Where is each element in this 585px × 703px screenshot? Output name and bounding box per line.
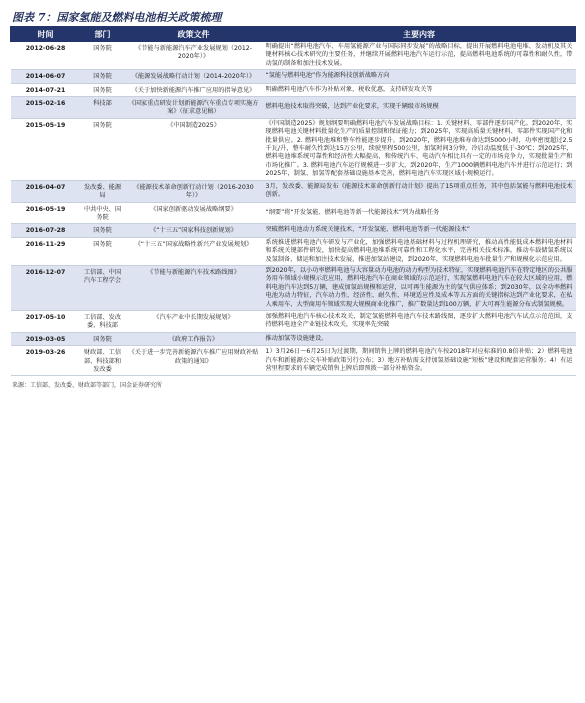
row-content: 突破燃料电池动力系统关键技术，“开发氢能、燃料电池等新一代能源技术” (263, 224, 576, 237)
table-row (11, 332, 576, 345)
row-content: 加强燃料电池汽车核心技术攻关，制定氢能燃料电池汽车技术路线图，逐步扩大燃料电池汽车试点示范范围，支持燃料电池全产业链技术攻关，实现率先突破 (263, 310, 576, 332)
row-dept: 国务院 (81, 83, 125, 96)
table-row (11, 202, 576, 224)
row-content: 明确提出“燃料电池汽车、车用氢能源产业与国际同步发展”的战略目标，提出开展燃料电池电堆、发动机及其关键材料核心技术研究的主要任务，并继续开展燃料电池汽车运行示范，提高燃料电池系统的可靠性和耐久性，带动氢的制备和加注技术发展。 (263, 42, 576, 70)
row-date: 2019-03-05 (11, 332, 81, 345)
header-date: 时间 (11, 27, 81, 42)
header-doc: 政策文件 (125, 27, 263, 42)
row-dept: 国务院 (81, 118, 125, 180)
row-date: 2014-07-21 (11, 83, 81, 96)
row-doc: 《关于进一步完善新能源汽车推广应用财政补贴政策的通知》 (125, 346, 263, 376)
row-dept: 科技部 (81, 97, 125, 119)
table-body (11, 42, 576, 376)
row-dept: 国务院 (81, 224, 125, 237)
table-row (11, 83, 576, 96)
row-doc: 《“十三五”国家战略性新兴产业发展规划》 (125, 237, 263, 265)
row-doc: 《节能与新能源汽车产业发展规划（2012-2020年）》 (125, 42, 263, 70)
row-content: 1）3月26日～6月25日为过渡期，期间销售上牌的燃料电池汽车按2018年对应标准的0.8倍补贴；2）燃料电池汽车和新能源公交车补贴政策另行公布；3）地方补贴需支持加氢基础设施“短板”建设和配套运营服务；4）有运营里程要求的车辆完成销售上牌后即预拨一部分补贴资金。 (263, 346, 576, 376)
row-doc: 《“十三五”国家科技创新规划》 (125, 224, 263, 237)
table-header-row (11, 27, 576, 42)
table-row (11, 42, 576, 70)
row-date: 2015-02-16 (11, 97, 81, 119)
row-date: 2016-07-28 (11, 224, 81, 237)
row-content: 明确燃料电池汽车作为补贴对象，税收优惠，支持研发攻关等 (263, 83, 576, 96)
source-note: 来源：工信部、发改委、财政部等部门，国金证券研究所 (12, 382, 163, 390)
row-dept: 国务院 (81, 332, 125, 345)
row-doc: 《政府工作报告》 (125, 332, 263, 345)
table-row (11, 180, 576, 202)
row-doc: 《关于加快新能源汽车推广应用的指导意见》 (125, 83, 263, 96)
header-content: 主要内容 (263, 27, 576, 42)
row-doc: 《能源发展战略行动计划（2014-2020年）》 (125, 70, 263, 83)
row-content: 推动加氢等设施建设。 (263, 332, 576, 345)
row-content: 到2020年，以小功率燃料电池与大容量动力电池的动力构型为技术特征，实现燃料电池汽车在特定地区的公共服务用车领域小规模示范应用，燃料电池汽车在商业领域的示范运行，实现氢燃料电池汽车在较大区域的应用，燃料电池汽车达到5万辆，建成加氢站规模和运营，以可再生能源为主的氢气供应体系；到2030年，以全功率燃料电池为动力特征，汽车动力性、经济性、耐久性、环境适应性及成本等五方面的关键指标达到产业化要求，在私人乘用车、大型商用车领域实现大规模商业化推广，推广数量达到100万辆，扩大可再生能源分布式制氢规模。 (263, 265, 576, 310)
header-dept: 部门 (81, 27, 125, 42)
row-doc: 《能源技术革命创新行动计划（2016-2030年）》 (125, 180, 263, 202)
row-date: 2016-12-07 (11, 265, 81, 310)
table-row (11, 265, 576, 310)
row-date: 2014-06-07 (11, 70, 81, 83)
row-dept: 发改委、能源局 (81, 180, 125, 202)
row-date: 2019-03-26 (11, 346, 81, 376)
row-content: 系统推进燃料电池汽车研发与产业化，加强燃料电池基础材料与过程机理研究，推动高性能低成本燃料电池材料和系统关键部件研发，加快提高燃料电池堆系统可靠性和工程化水平，完善相关技术标准。推动车载储氢系统以及氢制备、储运和加注技术发展，推进加氢站建设，到2020年，实现燃料电池车批量生产和规模化示范应用。 (263, 237, 576, 265)
row-doc: 《中国制造2025》 (125, 118, 263, 180)
row-dept: 工信部、发改委、科技部 (81, 310, 125, 332)
row-date: 2015-05-19 (11, 118, 81, 180)
row-dept: 工信部、中国汽车工程学会 (81, 265, 125, 310)
table-row (11, 118, 576, 180)
table-row (11, 224, 576, 237)
row-doc: 《国家创新驱动发展战略纲要》 (125, 202, 263, 224)
row-date: 2016-11-29 (11, 237, 81, 265)
row-content: “纲要”将“开发氢能、燃料电池等新一代能源技术”列为战略任务 (263, 202, 576, 224)
row-doc: 《汽车产业中长期发展规划》 (125, 310, 263, 332)
row-dept: 中共中央、国务院 (81, 202, 125, 224)
figure-caption: 图表 7：国家氢能及燃料电池相关政策梳理 (12, 11, 222, 24)
table-row (11, 346, 576, 376)
row-doc: 《国家重点研发计划新能源汽车重点专项实施方案》（征求意见稿） (125, 97, 263, 119)
table-row (11, 310, 576, 332)
row-dept: 国务院 (81, 237, 125, 265)
row-content: “氢能与燃料电池”作为能源科技创新战略方向 (263, 70, 576, 83)
table-row (11, 70, 576, 83)
row-dept: 国务院 (81, 70, 125, 83)
row-content: 3月，发改委、能源局发布《能源技术革命创新行动计划》提出了15项重点任务，其中包括氢能与燃料电池技术创新。 (263, 180, 576, 202)
row-doc: 《节能与新能源汽车技术路线图》 (125, 265, 263, 310)
table-row (11, 237, 576, 265)
row-dept: 国务院 (81, 42, 125, 70)
row-content: 《中国制造2025》规划纲要明确燃料电池汽车发展战略目标：1. 关键材料、零部件逐步国产化。到2020年，实现燃料电池关键材料批量化生产的质量控制和保证能力；到2025年，实现高质量关键材料、零部件实现国产化和批量供应。2. 燃料电池堆和整车性能逐步提升。到2020年，燃料电池堆寿命达到5000小时，功率密度超过2.5千瓦/升，整车耐久性到达15万公里，续驶里程500公里，加氢时间3分钟，冷启动温度低于-30℃；到2025年，燃料电池堆系统可靠性和经济性大幅提高，和传统汽车、电动汽车相比具有一定的市场竞争力，实现批量生产和市场化推广。3. 燃料电池汽车运行规模进一步扩大，到2020年，生产1000辆燃料电池汽车并进行示范运行；到2025年，制氢、加氢等配套基础设施基本完善，燃料电池汽车实现区域小规模运行。 (263, 118, 576, 180)
row-date: 2012-06-28 (11, 42, 81, 70)
row-content: 燃料电池技术取得突破，达到产业化要求，实现千辆级市场规模 (263, 97, 576, 119)
row-date: 2017-05-10 (11, 310, 81, 332)
row-date: 2016-04-07 (11, 180, 81, 202)
policy-table (10, 26, 576, 376)
row-dept: 财政部、工信部、科技部和发改委 (81, 346, 125, 376)
table-row (11, 97, 576, 119)
row-date: 2016-05-19 (11, 202, 81, 224)
